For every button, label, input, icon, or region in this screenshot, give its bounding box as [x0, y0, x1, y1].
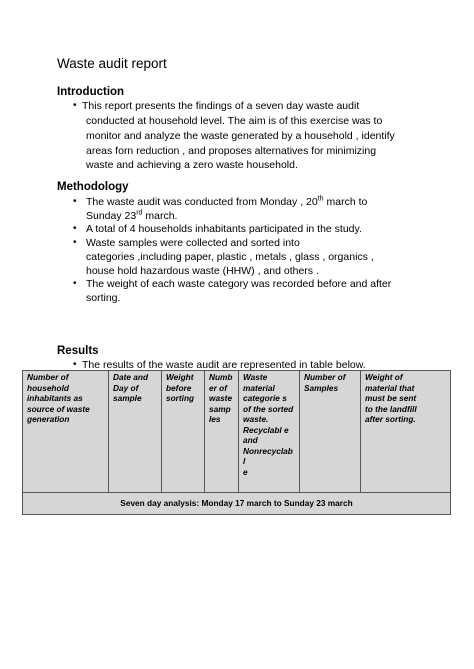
- methodology-heading: Methodology: [57, 181, 129, 193]
- table-row: [23, 493, 451, 515]
- table-header-cell: Date and Day of sample: [109, 371, 162, 493]
- methodology-line: sorting.: [86, 292, 121, 304]
- table-header-cell: Waste material categorie s of the sorted waste. Recyclabl e and Nonrecyclab l e: [239, 371, 300, 493]
- introduction-line: areas forn reduction , and proposes alternatives for minimizing: [86, 145, 377, 157]
- methodology-line: Waste samples were collected and sorted into: [86, 237, 300, 249]
- bullet-icon: •: [73, 237, 77, 248]
- methodology-line: house hold hazardous waste (HHW) , and others .: [86, 265, 319, 277]
- table-header-cell: Number of Samples: [300, 371, 361, 493]
- introduction-line: monitor and analyze the waste generated by a household , identify: [86, 130, 395, 142]
- table-header-row: [23, 371, 451, 493]
- results-heading: Results: [57, 345, 99, 357]
- bullet-icon: •: [73, 196, 77, 207]
- introduction-line: conducted at household level. The aim is of this exercise was to: [86, 115, 383, 127]
- introduction-line: waste and achieving a zero waste household.: [86, 159, 298, 171]
- table-header-cell: Weight before sorting: [162, 371, 205, 493]
- table-footer-cell: Seven day analysis: Monday 17 march to Sunday 23 march: [23, 493, 451, 515]
- bullet-icon: •: [73, 100, 77, 111]
- table-header-cell: Number of household inhabitants as source of waste generation: [23, 371, 109, 493]
- bullet-icon: •: [73, 278, 77, 289]
- methodology-line: Sunday 23rd march.: [86, 209, 178, 222]
- methodology-line: The weight of each waste category was recorded before and after: [86, 278, 392, 290]
- introduction-line: This report presents the findings of a seven day waste audit: [82, 100, 360, 112]
- methodology-line: A total of 4 households inhabitants participated in the study.: [86, 223, 362, 235]
- methodology-line: categories ,including paper, plastic , metals , glass , organics ,: [86, 251, 374, 263]
- methodology-line: The waste audit was conducted from Monday , 20th march to: [86, 195, 368, 208]
- results-text: The results of the waste audit are represented in table below.: [82, 359, 366, 371]
- introduction-heading: Introduction: [57, 86, 125, 98]
- document-title: Waste audit report: [57, 56, 167, 71]
- table-header-cell: Numb er of waste samp les: [205, 371, 239, 493]
- table-header-cell: Weight of material that must be sent to the landfill after sorting.: [361, 371, 451, 493]
- results-table: [22, 370, 451, 515]
- bullet-icon: •: [73, 359, 77, 370]
- bullet-icon: •: [73, 223, 77, 234]
